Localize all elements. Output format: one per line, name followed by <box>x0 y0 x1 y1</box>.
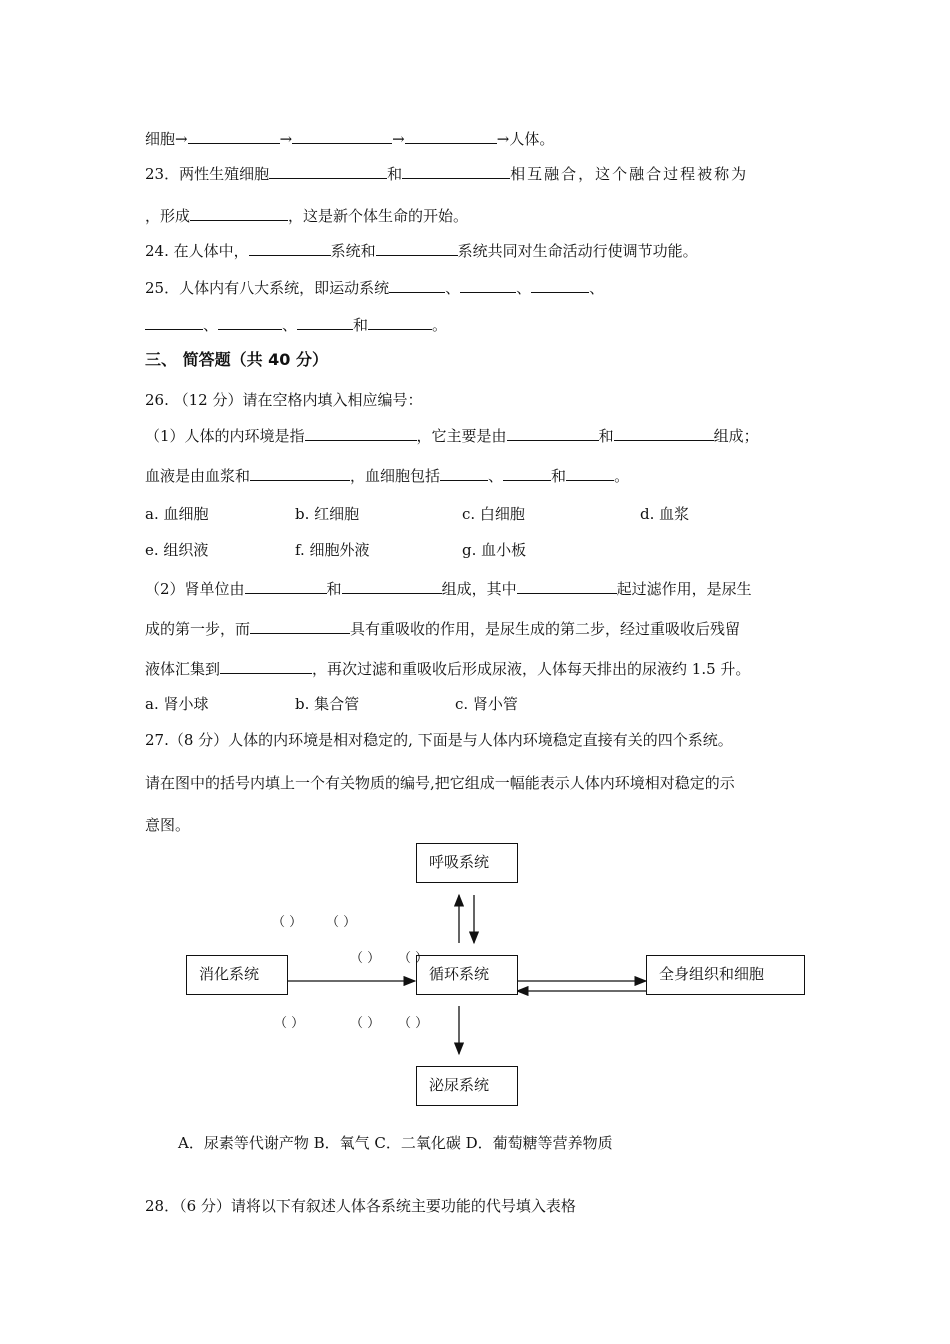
q27-line2: 请在图中的括号内填上一个有关物质的编号,把它组成一幅能表示人体内环境相对稳定的示 <box>145 774 735 792</box>
q24-line: 24. 在人体中， 系统和 系统共同对生命活动行使调节功能。 <box>145 242 698 260</box>
section-heading: 三、 简答题（共 40 分） <box>145 350 328 369</box>
arrow-right-icon: → <box>392 130 405 148</box>
answer-paren[interactable]: （ ） <box>326 915 357 930</box>
q25-line2: 、 、 和 。 <box>145 314 447 335</box>
digestive-system-box: 消化系统 <box>186 955 288 995</box>
answer-paren[interactable]: （ ） <box>272 915 303 930</box>
q23-line1: 23．两性生殖细胞 和 相互融合，这个融合过程被称为 <box>145 165 749 183</box>
option-d: d. 血浆 <box>640 505 690 523</box>
option-c: c. 白细胞 <box>462 505 525 523</box>
option-b: b. 集合管 <box>295 695 360 713</box>
q26-part1-line1: （1）人体的内环境是指 ，它主要是由 和 组成； <box>145 427 759 445</box>
arrow-right-icon: → <box>279 130 293 148</box>
q27-options: A．尿素等代谢产物 B．氧气 C．二氧化碳 D．葡萄糖等营养物质 <box>178 1134 613 1152</box>
q26-part2-line2: 成的第一步，而 具有重吸收的作用，是尿生成的第二步，经过重吸收后残留 <box>145 620 741 638</box>
answer-paren[interactable]: （ ） <box>350 951 381 966</box>
answer-paren[interactable]: （ ） <box>274 1016 305 1031</box>
urinary-system-box: 泌尿系统 <box>416 1066 518 1106</box>
option-c: c. 肾小管 <box>455 695 518 713</box>
tissues-cells-box: 全身组织和细胞 <box>646 955 805 995</box>
respiratory-system-box: 呼吸系统 <box>416 843 518 883</box>
q26-part2-line1: （2）肾单位由 和 组成，其中 起过滤作用，是尿生 <box>145 580 752 598</box>
option-a: a. 血细胞 <box>145 505 209 523</box>
q26-part1-line2: 血液是由血浆和 ，血细胞包括 、 和 。 <box>145 467 630 485</box>
arrow-right-icon: → <box>496 130 510 148</box>
option-f: f. 细胞外液 <box>295 541 370 559</box>
circulatory-system-box: 循环系统 <box>416 955 518 995</box>
option-a: a. 肾小球 <box>145 695 209 713</box>
q28-line: 28．（6 分）请将以下有叙述人体各系统主要功能的代号填入表格 <box>145 1197 576 1215</box>
answer-paren[interactable]: （ ） <box>398 951 429 966</box>
q26-intro: 26. （12 分）请在空格内填入相应编号： <box>145 391 423 409</box>
answer-paren[interactable]: （ ） <box>350 1016 381 1031</box>
arrow-right-icon: → <box>175 130 188 148</box>
q27-line3: 意图。 <box>145 816 191 834</box>
option-g: g. 血小板 <box>462 541 527 559</box>
q26-part2-line3: 液体汇集到 ，再次过滤和重吸收后形成尿液，人体每天排出的尿液约 1.5 升。 <box>145 660 751 678</box>
q22-line: 细胞→ → → →人体。 <box>145 130 555 148</box>
q27-line1: 27.（8 分）人体的内环境是相对稳定的, 下面是与人体内环境稳定直接有关的四个系统。 <box>145 731 733 749</box>
q23-line2: ，形成 ，这是新个体生命的开始。 <box>145 207 469 225</box>
q25-line1: 25．人体内有八大系统，即运动系统 、 、 、 <box>145 279 605 297</box>
answer-paren[interactable]: （ ） <box>398 1016 429 1031</box>
option-e: e. 组织液 <box>145 541 209 559</box>
option-b: b. 红细胞 <box>295 505 360 523</box>
